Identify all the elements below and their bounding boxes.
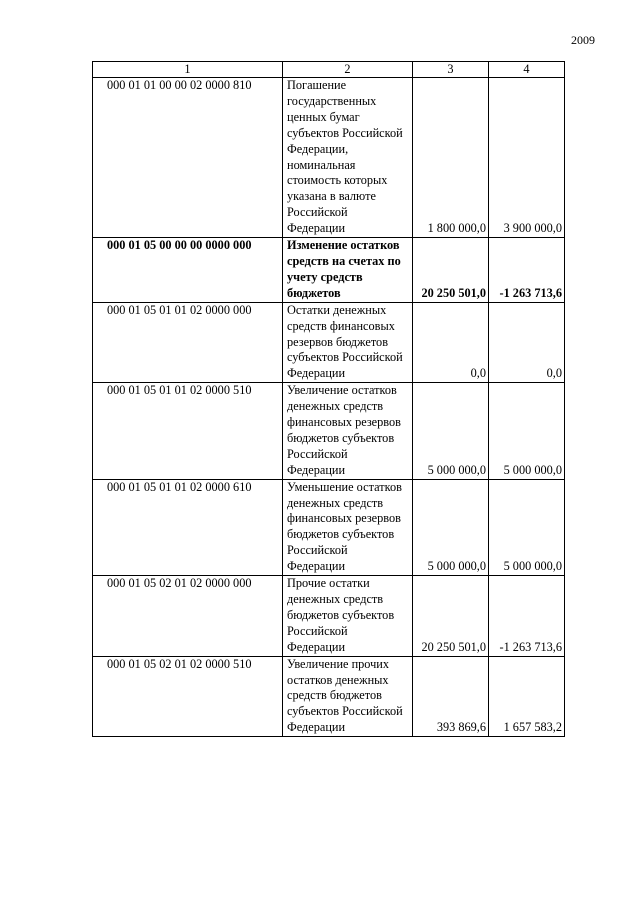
row-name: Остатки денежных средств финансовых резервов бюджетов субъектов Российской Федерации (283, 302, 413, 383)
table-row (93, 383, 565, 479)
row-value-col4: 0,0 (489, 302, 565, 383)
budget-table (92, 61, 565, 737)
row-value-col3: 5 000 000,0 (413, 479, 489, 575)
row-value-col4: 1 657 583,2 (489, 656, 565, 737)
row-code: 000 01 05 01 01 02 0000 000 (93, 302, 283, 383)
row-value-col3: 20 250 501,0 (413, 576, 489, 657)
row-value-col4: 5 000 000,0 (489, 383, 565, 479)
row-code: 000 01 05 01 01 02 0000 610 (93, 479, 283, 575)
row-name: Увеличение остатков денежных средств финансовых резервов бюджетов субъектов Российской Федерации (283, 383, 413, 479)
column-header-3: 3 (413, 62, 489, 78)
row-value-col4: -1 263 713,6 (489, 576, 565, 657)
row-value-col3: 1 800 000,0 (413, 78, 489, 238)
row-name: Прочие остатки денежных средств бюджетов субъектов Российской Федерации (283, 576, 413, 657)
row-code: 000 01 05 01 01 02 0000 510 (93, 383, 283, 479)
row-value-col3: 20 250 501,0 (413, 238, 489, 303)
row-value-col4: -1 263 713,6 (489, 238, 565, 303)
row-name: Уменьшение остатков денежных средств финансовых резервов бюджетов субъектов Российской Федерации (283, 479, 413, 575)
row-code: 000 01 05 02 01 02 0000 000 (93, 576, 283, 657)
row-code: 000 01 05 00 00 00 0000 000 (93, 238, 283, 303)
row-value-col3: 393 869,6 (413, 656, 489, 737)
column-header-1: 1 (93, 62, 283, 78)
page-number: 2009 (571, 33, 595, 47)
table-row (93, 576, 565, 657)
table-row-subtotal (93, 238, 565, 303)
row-name: Погашение государственных ценных бумаг субъектов Российской Федерации, номинальная стоимость которых указана в валюте Российской Федерации (283, 78, 413, 238)
row-value-col4: 3 900 000,0 (489, 78, 565, 238)
table-row (93, 78, 565, 238)
table-row (93, 302, 565, 383)
row-name: Изменение остатков средств на счетах по учету средств бюджетов (283, 238, 413, 303)
row-value-col4: 5 000 000,0 (489, 479, 565, 575)
column-header-4: 4 (489, 62, 565, 78)
row-code: 000 01 05 02 01 02 0000 510 (93, 656, 283, 737)
row-value-col3: 0,0 (413, 302, 489, 383)
table-row (93, 479, 565, 575)
table-header-row (93, 62, 565, 78)
column-header-2: 2 (283, 62, 413, 78)
row-name: Увеличение прочих остатков денежных средств бюджетов субъектов Российской Федерации (283, 656, 413, 737)
row-value-col3: 5 000 000,0 (413, 383, 489, 479)
table-row (93, 656, 565, 737)
row-code: 000 01 01 00 00 02 0000 810 (93, 78, 283, 238)
